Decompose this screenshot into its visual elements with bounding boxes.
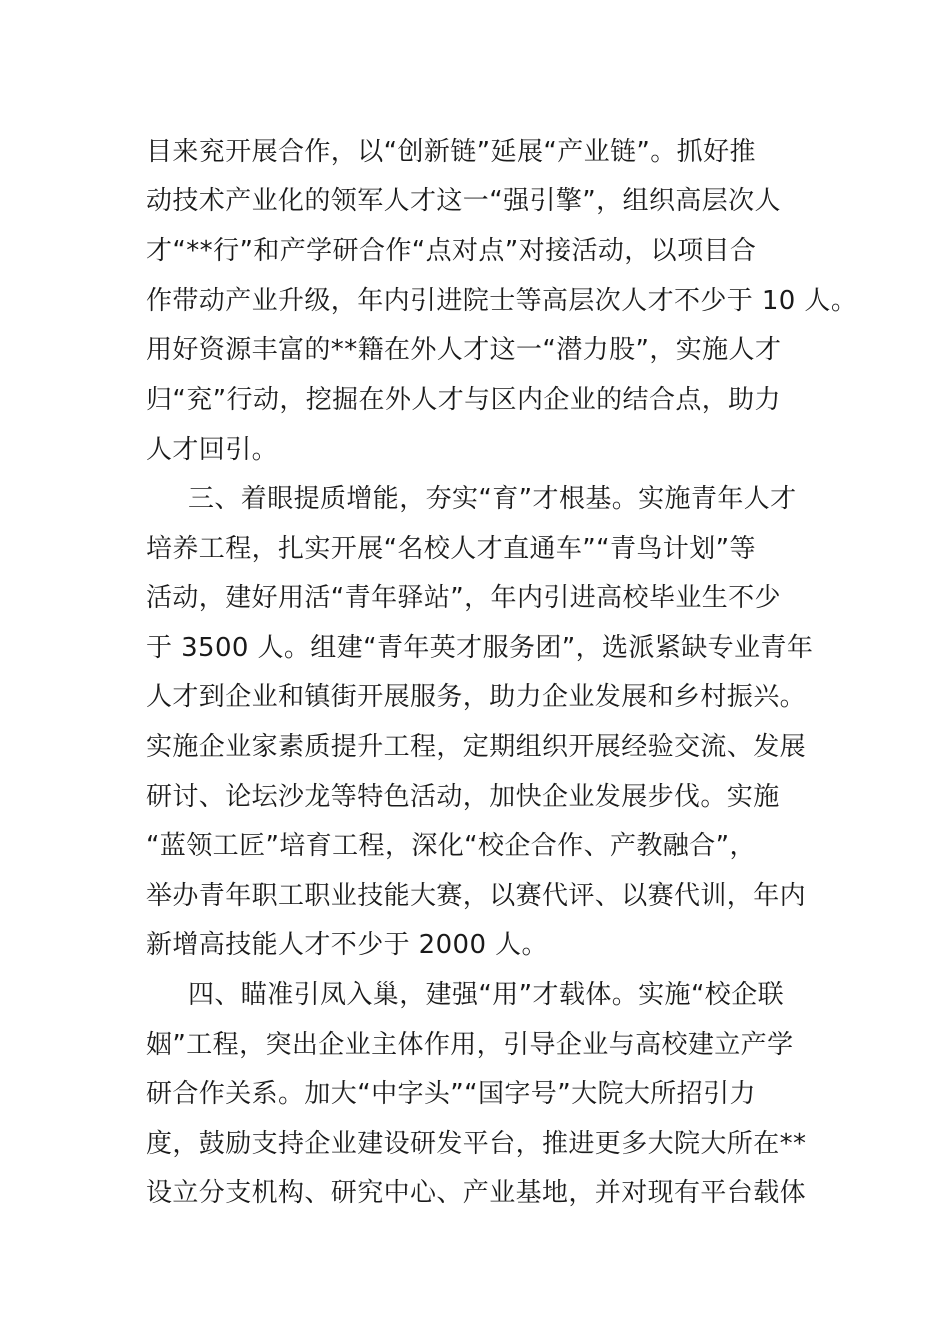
text-line: 研讨、论坛沙龙等特色活动，加快企业发展步伐。实施 xyxy=(146,782,780,812)
section-heading-line: 四、瞄准引凤入巢，建强“用”才载体。实施“校企联 xyxy=(188,980,785,1010)
text-line: 设立分支机构、研究中心、产业基地，并对现有平台载体 xyxy=(146,1178,807,1208)
text-line: 才“**行”和产学研合作“点对点”对接活动，以项目合 xyxy=(146,236,757,266)
text-line: “蓝领工匠”培育工程，深化“校企合作、产教融合”， xyxy=(146,831,756,861)
text-line: 人才到企业和镇街开展服务，助力企业发展和乡村振兴。 xyxy=(146,682,807,712)
text-line: 培养工程，扎实开展“名校人才直通车”“青鸟计划”等 xyxy=(146,534,756,564)
section-heading-line: 三、着眼提质增能，夯实“育”才根基。实施青年人才 xyxy=(188,484,797,514)
text-line: 研合作关系。加大“中字头”“国字号”大院大所招引力 xyxy=(146,1079,756,1109)
text-line: 实施企业家素质提升工程，定期组织开展经验交流、发展 xyxy=(146,732,807,762)
text-line: 度，鼓励支持企业建设研发平台，推进更多大院大所在** xyxy=(146,1129,807,1159)
text-line: 归“兖”行动，挖掘在外人才与区内企业的结合点，助力 xyxy=(146,385,781,415)
text-line: 姻”工程，突出企业主体作用，引导企业与高校建立产学 xyxy=(146,1030,794,1060)
text-line: 举办青年职工职业技能大赛，以赛代评、以赛代训，年内 xyxy=(146,881,807,911)
text-line: 于 3500 人。组建“青年英才服务团”，选派紧缺专业青年 xyxy=(146,633,814,663)
text-line: 作带动产业升级，年内引进院士等高层次人才不少于 10 人。 xyxy=(146,286,858,316)
text-line: 动技术产业化的领军人才这一“强引擎”，组织高层次人 xyxy=(146,186,781,216)
text-line: 活动，建好用活“青年驿站”，年内引进高校毕业生不少 xyxy=(146,583,781,613)
text-line: 人才回引。 xyxy=(146,435,279,465)
text-line: 目来兖开展合作，以“创新链”延展“产业链”。抓好推 xyxy=(146,137,756,167)
text-line: 用好资源丰富的**籍在外人才这一“潜力股”，实施人才 xyxy=(146,335,782,365)
text-line: 新增高技能人才不少于 2000 人。 xyxy=(146,930,548,960)
